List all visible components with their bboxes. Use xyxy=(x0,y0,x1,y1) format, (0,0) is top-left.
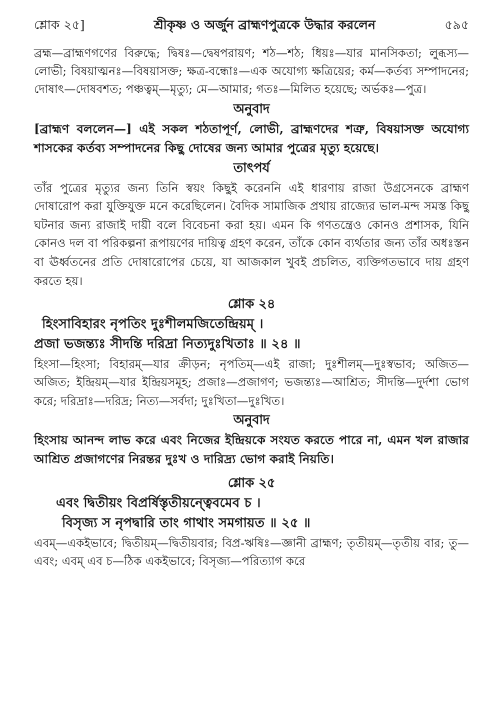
verse-24-translation-heading: অনুবাদ xyxy=(233,412,270,428)
verse-24-synonyms: হিংসা—হিংসা; বিহারম্—যার ক্রীড়ন; নৃপতিম্—এই রাজা; দুঃশীলম্—দুঃস্বভাব; অজিত—অজিত; ইন্দ্রিয়ম্—যার ইন্দ্রিয়সমূহ; প্রজাঃ—প্রজাগণ; ভজন্ত্যঃ—আশ্রিত; সীদন্তি—দুর্দশা ভোগ করে; দরিদ্রাঃ—দরিদ্র; নিত্য—সর্বদা; দুঃখিতা—দুঃখিত। xyxy=(34,357,469,408)
verse-24-heading: শ্লোক ২৪ xyxy=(227,297,276,313)
verse-25-synonyms: এবম্—একইভাবে; দ্বিতীয়ম্—দ্বিতীয়বার; বিপ্র-ঋষিঃ—জ্ঞানী ব্রাহ্মণ; তৃতীয়ম্—তৃতীয় বার; তু—এবং; এবম্ এব চ—ঠিক একইভাবে; বিসৃজ্য—পরিত্যাগ করে xyxy=(34,535,469,568)
verse-25-line-2: বিসৃজ্য স নৃপদ্বারি তাং গাথাং সমগায়ত ॥ ২৫ ॥ xyxy=(62,515,311,531)
purport-heading: তাৎপর্য xyxy=(233,160,270,176)
header-chapter-title: শ্রীকৃষ্ণ ও অর্জুন ব্রাহ্মণপুত্রকে উদ্ধার করলেন xyxy=(153,17,376,32)
translation-heading: অনুবাদ xyxy=(233,101,270,117)
translation-paragraph: [ব্রাহ্মণ বললেন—] এই সকল শঠতাপূর্ণ, লোভী, ব্রাহ্মণদের শত্রু, বিষয়াসক্ত অযোগ্য শাসকের কর্তব্য সম্পাদনের কিছু দোষের জন্য আমার পুত্রের মৃত্যু হয়েছে। xyxy=(34,121,469,155)
verse-25-line-1: এবং দ্বিতীয়ং বিপ্রর্ষিস্তৃতীয়ন্ত্বেবমেব চ । xyxy=(56,495,261,511)
verse-24-line-1: হিংসাবিহারং নৃপতিং দুঃশীলমজিতেন্দ্রিয়ম্ । xyxy=(42,317,264,333)
purport-paragraph: তাঁর পুত্রের মৃত্যুর জন্য তিনি স্বয়ং কিছুই করেননি এই ধারণায় রাজা উগ্রসেনকে ব্রাহ্মণ দোষারোপ করা যুক্তিযুক্ত মনে করেছিলেন। বৈদিক সামাজিক প্রথায় রাজ্যের ভাল-মন্দ সমস্ত কিছু ঘটনার জন্য রাজাই দায়ী বলে বিবেচনা করা হয়। এমন কি গণতন্ত্রেও কোনও প্রশাসক, যিনি কোনও দল বা পরিকল্পনা রূপায়ণের দায়িত্ব গ্রহণ করেন, তাঁকে কোন ব্যর্থতার জন্য তাঁর অধঃস্তন বা ঊর্ধ্বতনের প্রতি দোষারোপের চেয়ে, যা আজকাল খুবই প্রচলিত, ব্যক্তিগতভাবে দায় গ্রহণ করতে হয়। xyxy=(34,180,469,288)
running-header xyxy=(34,16,469,34)
page-number: ৫৯৫ xyxy=(444,17,469,32)
header-verse-ref: শ্লোক ২৫] xyxy=(34,17,85,32)
synonyms-paragraph: ব্রহ্ম—ব্রাহ্মণগণের বিরুদ্ধে; দ্বিষঃ—দ্বেষপরায়ণ; শঠ—শঠ; ধিয়ঃ—যার মানসিকতা; লুব্ধস্য—লোভী; বিষয়াত্মনঃ—বিষয়াসক্ত; ক্ষত্র-বন্ধোঃ—এক অযোগ্য ক্ষত্রিয়ের; কর্ম—কর্তব্য সম্পাদনের; দোষাৎ—দোষবশত; পঞ্চত্বম্—মৃত্যু; মে—আমার; গতঃ—মিলিত হয়েছে; অর্ভকঃ—পুত্র। xyxy=(34,46,469,97)
verse-24-line-2: প্রজা ভজন্ত্যঃ সীদন্তি দরিদ্রা নিত্যদুঃখিতাঃ ॥ ২৪ ॥ xyxy=(34,337,301,353)
verse-24-translation: হিংসায় আনন্দ লাভ করে এবং নিজের ইন্দ্রিয়কে সংযত করতে পারে না, এমন খল রাজার আশ্রিত প্রজাগণের নিরন্তর দুঃখ ও দারিদ্র্য ভোগ করাই নিয়তি। xyxy=(34,432,469,466)
verse-25-heading: শ্লোক ২৫ xyxy=(227,475,276,491)
